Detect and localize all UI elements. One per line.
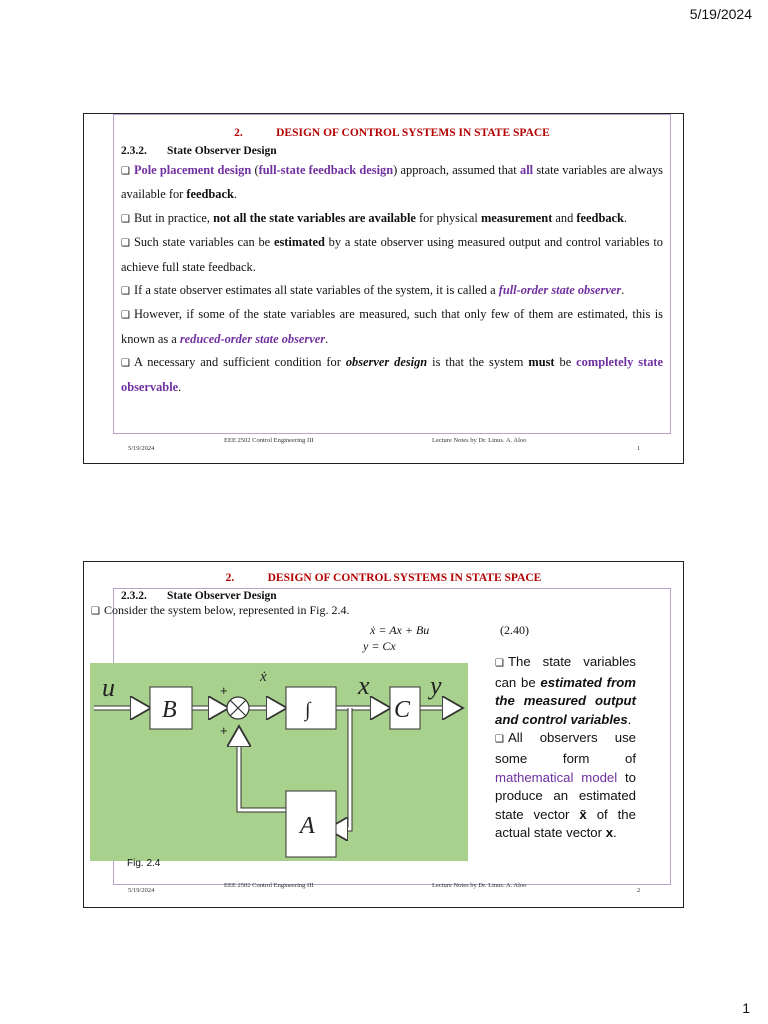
label-plus-top: + bbox=[220, 683, 228, 698]
bullet-text: reduced-order state observer bbox=[179, 331, 326, 346]
section-heading bbox=[121, 590, 277, 602]
footer-course: EEE 2502 Control Engineering III bbox=[224, 882, 314, 889]
checkbox-bullet-icon: ❑ bbox=[495, 658, 504, 669]
bullet-text: state variables are always available for bbox=[121, 163, 664, 202]
bullet-text: However, if some of the state variables are measured, such that only few of them are estimated, this is known as a bbox=[121, 307, 663, 346]
footer-notes: Lecture Notes by Dr. Linus. A. Aloo bbox=[432, 882, 527, 889]
checkbox-bullet-icon: ❑ bbox=[121, 166, 130, 177]
label-xdot: ẋ bbox=[260, 669, 267, 685]
section-title: State Observer Design bbox=[167, 590, 277, 602]
checkbox-bullet-icon: ❑ bbox=[495, 734, 504, 746]
bullet-text: full-order state observer bbox=[498, 283, 622, 298]
heading-text: DESIGN OF CONTROL SYSTEMS IN STATE SPACE bbox=[276, 127, 550, 139]
bullet-item bbox=[121, 159, 663, 207]
bullet-text: But in practice, bbox=[133, 210, 214, 225]
checkbox-bullet-icon: ❑ bbox=[121, 213, 130, 225]
bullet-text: Pole placement design bbox=[133, 163, 252, 177]
bullet-text: A necessary and sufficient condition for bbox=[133, 355, 346, 370]
side-text: The state variables can be bbox=[495, 654, 636, 690]
bullet-text: measurement bbox=[480, 210, 553, 225]
checkbox-bullet-icon: ❑ bbox=[91, 606, 100, 617]
side-text: x̃ bbox=[579, 806, 587, 822]
side-text: of the actual state vector bbox=[495, 806, 636, 841]
bullet-text: estimated bbox=[273, 235, 325, 250]
bullet-text: not all the state variables are available bbox=[213, 210, 416, 225]
bullet-text: observer design bbox=[345, 355, 428, 370]
bullet-text: . bbox=[623, 210, 628, 225]
bullet-text: Such state variables can be bbox=[133, 235, 274, 250]
block-integrator bbox=[286, 687, 336, 729]
heading-text: DESIGN OF CONTROL SYSTEMS IN STATE SPACE bbox=[267, 572, 542, 584]
section-number: 2.3.2. bbox=[121, 590, 147, 602]
bullet-text: and bbox=[552, 210, 577, 225]
bullet-text: If a state observer estimates all state variables of the system, it is called a bbox=[133, 283, 499, 298]
block-diagram bbox=[90, 663, 468, 861]
slide-content-frame bbox=[113, 114, 671, 434]
bullet-text: is that the system bbox=[427, 355, 529, 370]
side-text: mathematical model bbox=[495, 769, 618, 785]
bullet-text: by a state observer using measured output and control variables to achieve full state feedback. bbox=[121, 235, 664, 274]
bullet-item bbox=[121, 231, 663, 279]
section-heading bbox=[121, 145, 277, 157]
bullet-item bbox=[121, 279, 663, 303]
bullet-item bbox=[121, 303, 663, 351]
footer-date: 5/19/2024 bbox=[128, 887, 155, 894]
label-x: x bbox=[358, 671, 370, 700]
bullet-text: completely state observable bbox=[121, 355, 664, 394]
side-text: x bbox=[605, 825, 614, 841]
bullet-list bbox=[121, 159, 663, 399]
state-equation: ẋ = Ax + Bu bbox=[370, 623, 430, 637]
footer-notes: Lecture Notes by Dr. Linus. A. Aloo bbox=[432, 437, 527, 444]
slide-2 bbox=[83, 561, 684, 908]
bullet-text: all bbox=[520, 163, 534, 177]
label-a: A bbox=[300, 813, 315, 839]
checkbox-bullet-icon: ❑ bbox=[121, 286, 130, 298]
bullet-text: . bbox=[325, 331, 329, 346]
side-bullet bbox=[495, 653, 636, 729]
bullet-text: feedback bbox=[186, 187, 234, 202]
section-title: State Observer Design bbox=[167, 145, 277, 157]
bullet-text: feedback bbox=[576, 210, 624, 225]
footer-course: EEE 2502 Control Engineering III bbox=[224, 437, 314, 444]
bullet-text: . bbox=[178, 379, 182, 394]
block-diagram-svg bbox=[90, 663, 468, 861]
slide-heading bbox=[114, 127, 670, 139]
label-b: B bbox=[162, 697, 177, 723]
bullet-text: . bbox=[621, 283, 625, 298]
intro-text: Consider the system below, represented in Fig. 2.4. bbox=[103, 603, 350, 617]
side-text: to produce an estimated state vector bbox=[495, 769, 636, 822]
footer-page-number: 1 bbox=[637, 445, 641, 452]
side-text: . bbox=[613, 825, 617, 841]
side-notes bbox=[495, 653, 636, 843]
bullet-item bbox=[121, 207, 663, 231]
checkbox-bullet-icon: ❑ bbox=[121, 310, 130, 322]
side-text: estimated from the measured output and control variables bbox=[495, 674, 636, 727]
bullet-text: ( bbox=[251, 163, 259, 177]
section-number: 2.3.2. bbox=[121, 145, 147, 157]
output-equation: y = Cx bbox=[363, 639, 396, 653]
intro-line bbox=[91, 603, 349, 618]
bullet-text: . bbox=[233, 187, 237, 202]
side-text: . bbox=[627, 711, 632, 727]
page-number: 1 bbox=[742, 1000, 750, 1016]
equation-number: (2.40) bbox=[500, 623, 529, 637]
bullet-text: for physical bbox=[415, 210, 481, 225]
slide-heading bbox=[84, 572, 683, 584]
label-plus-bottom: + bbox=[220, 723, 228, 738]
label-u: u bbox=[102, 673, 115, 702]
side-bullet bbox=[495, 729, 636, 843]
heading-number: 2. bbox=[234, 127, 243, 139]
slide-1 bbox=[83, 113, 684, 464]
label-c: C bbox=[394, 697, 411, 723]
bullet-text: must bbox=[528, 355, 555, 370]
page-date: 5/19/2024 bbox=[689, 6, 752, 22]
heading-number: 2. bbox=[225, 572, 235, 584]
bullet-item bbox=[121, 351, 663, 399]
label-integrator: ∫ bbox=[305, 699, 311, 721]
footer-page-number: 2 bbox=[637, 887, 641, 894]
summing-junction bbox=[227, 697, 249, 719]
checkbox-bullet-icon: ❑ bbox=[121, 238, 130, 250]
label-y: y bbox=[430, 671, 442, 700]
footer-date: 5/19/2024 bbox=[128, 445, 155, 452]
figure-caption: Fig. 2.4 bbox=[127, 858, 161, 869]
side-text: All observers use some form of bbox=[495, 730, 636, 766]
bullet-text: full-state feedback design bbox=[258, 163, 394, 177]
checkbox-bullet-icon: ❑ bbox=[121, 358, 130, 370]
bullet-text: be bbox=[554, 355, 577, 370]
bullet-text: ) approach, assumed that bbox=[393, 163, 520, 177]
